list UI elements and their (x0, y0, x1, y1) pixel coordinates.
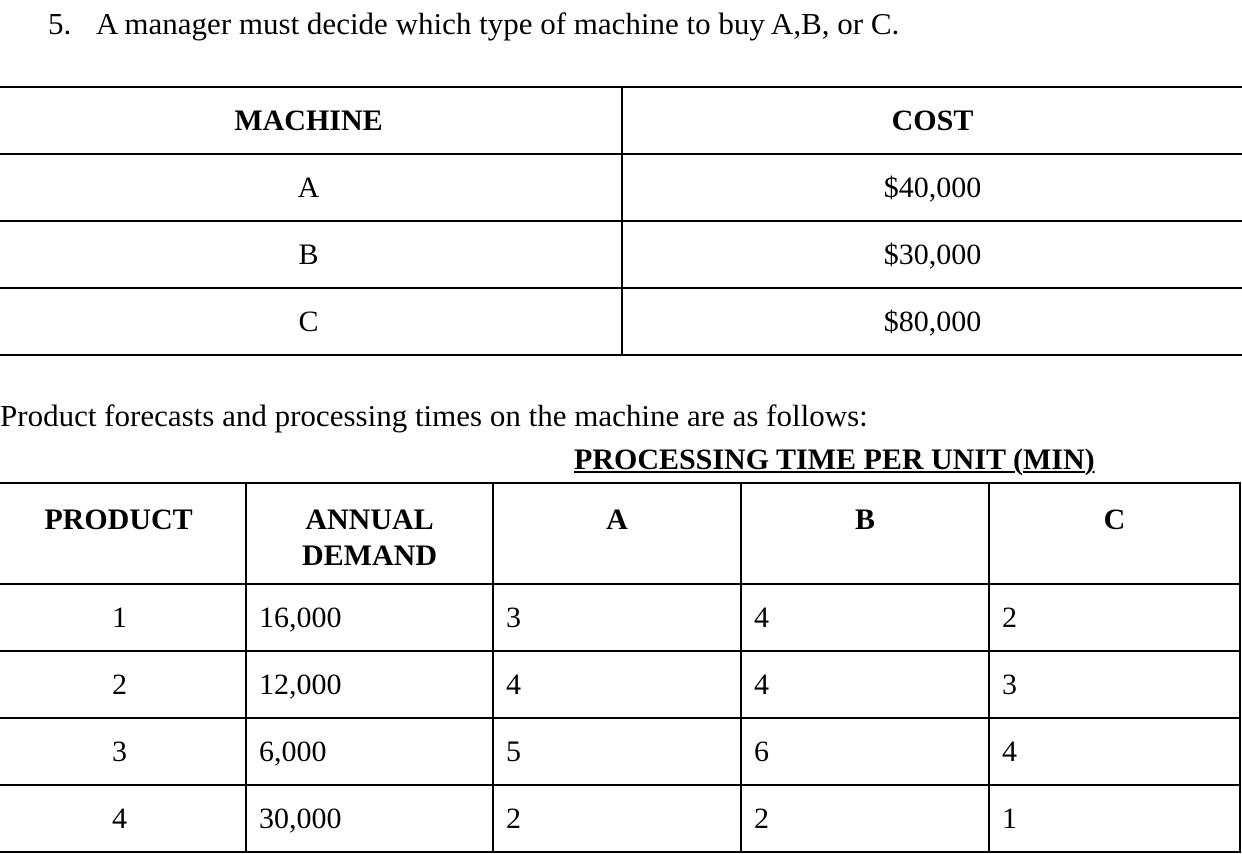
machine-column-header: MACHINE (0, 87, 622, 154)
product-column-header: PRODUCT (0, 483, 246, 584)
table-row (0, 785, 1240, 852)
machine-cell: B (0, 221, 622, 288)
question-body: A manager must decide which type of machine to buy A,B, or C. (96, 6, 900, 41)
table-row (0, 154, 1242, 221)
machine-cost-table (0, 86, 1242, 356)
demand-cell: 12,000 (246, 651, 493, 718)
demand-cell: 16,000 (246, 584, 493, 651)
table-row (0, 584, 1240, 651)
cost-cell: $30,000 (622, 221, 1242, 288)
table-row (0, 288, 1242, 355)
question-number: 5. (48, 6, 72, 41)
cost-table-header-row (0, 87, 1242, 154)
product-cell: 4 (0, 785, 246, 852)
table-row (0, 221, 1242, 288)
demand-cell: 6,000 (246, 718, 493, 785)
time-a-cell: 5 (493, 718, 741, 785)
time-a-cell: 2 (493, 785, 741, 852)
machine-cell: C (0, 288, 622, 355)
machine-b-column-header: B (741, 483, 989, 584)
product-table-header-row (0, 483, 1240, 584)
question-text (48, 4, 899, 44)
cost-cell: $40,000 (622, 154, 1242, 221)
table-row (0, 718, 1240, 785)
time-b-cell: 6 (741, 718, 989, 785)
time-b-cell: 4 (741, 584, 989, 651)
time-b-cell: 4 (741, 651, 989, 718)
time-a-cell: 3 (493, 584, 741, 651)
time-a-cell: 4 (493, 651, 741, 718)
intro-text: Product forecasts and processing times on the machine are as follows: (0, 398, 868, 433)
time-c-cell: 1 (989, 785, 1240, 852)
demand-cell: 30,000 (246, 785, 493, 852)
product-cell: 3 (0, 718, 246, 785)
machine-c-column-header: C (989, 483, 1240, 584)
machine-a-column-header: A (493, 483, 741, 584)
product-cell: 1 (0, 584, 246, 651)
cost-column-header: COST (622, 87, 1242, 154)
time-b-cell: 2 (741, 785, 989, 852)
machine-cell: A (0, 154, 622, 221)
product-table (0, 482, 1241, 853)
time-c-cell: 3 (989, 651, 1240, 718)
table-row (0, 651, 1240, 718)
time-c-cell: 4 (989, 718, 1240, 785)
time-c-cell: 2 (989, 584, 1240, 651)
cost-cell: $80,000 (622, 288, 1242, 355)
product-cell: 2 (0, 651, 246, 718)
annual-demand-column-header: ANNUAL DEMAND (246, 483, 493, 584)
processing-time-heading: PROCESSING TIME PER UNIT (MIN) (574, 443, 1095, 476)
